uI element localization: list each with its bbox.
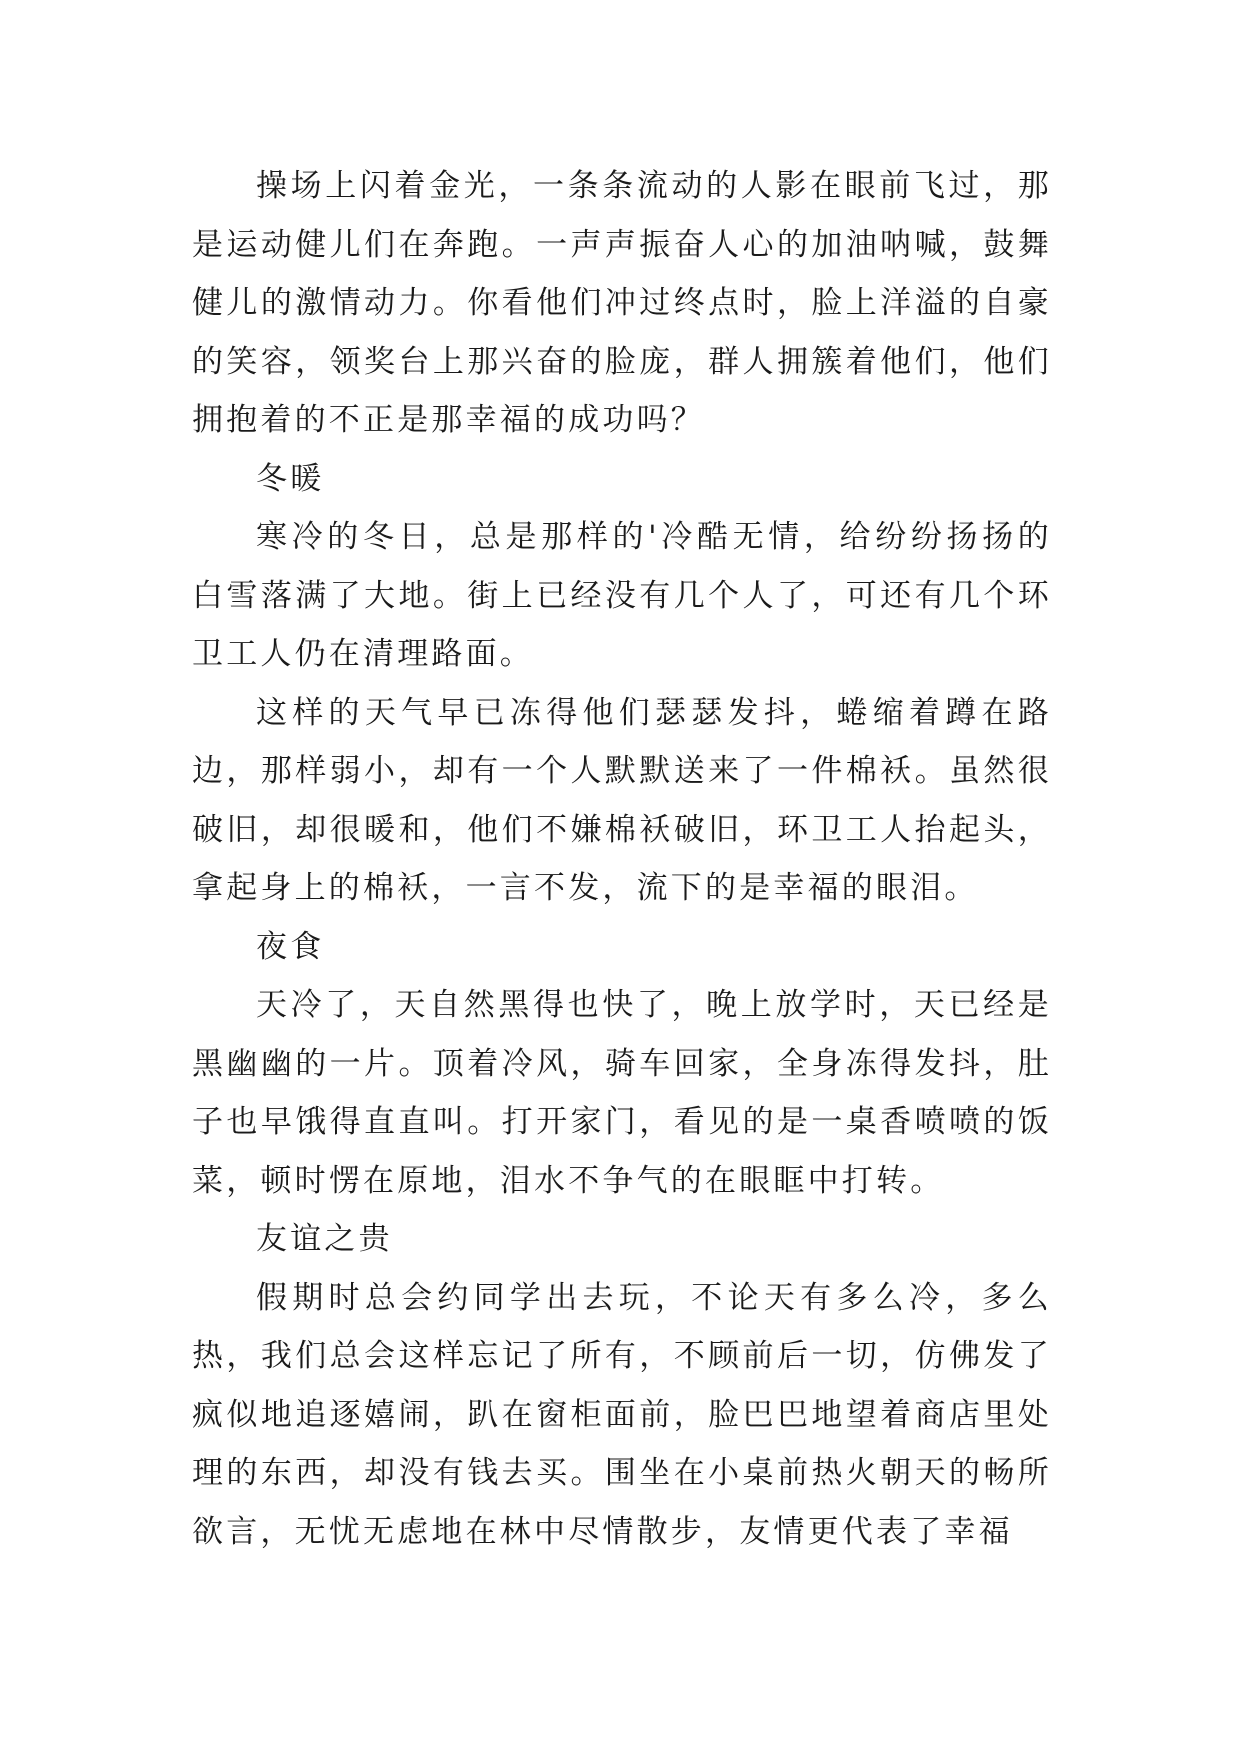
section-heading-night-meal: 夜食 [256, 928, 325, 965]
paragraph-coming-home: 天冷了，天自然黑得也快了，晚上放学时，天已经是黑幽幽的一片。顶着冷风，骑车回家，全身冻得发抖，肚子也早饿得直直叫。打开家门，看见的是一桌香喷喷的饭菜，顿时愣在原地，泪水不争气的在眼眶中打转。 [192, 987, 1052, 1199]
document-body [192, 157, 1052, 1561]
section-heading-winter-warmth: 冬暖 [256, 460, 325, 497]
paragraph-cotton-coat: 这样的天气早已冻得他们瑟瑟发抖，蜷缩着蹲在路边，那样弱小，却有一个人默默送来了一件棉袄。虽然很破旧，却很暖和，他们不嫌棉袄破旧，环卫工人抬起头，拿起身上的棉袄，一言不发，流下的是幸福的眼泪。 [192, 694, 1052, 906]
paragraph-sports: 操场上闪着金光，一条条流动的人影在眼前飞过，那是运动健儿们在奔跑。一声声振奋人心的加油呐喊，鼓舞健儿的激情动力。你看他们冲过终点时，脸上洋溢的自豪的笑容，领奖台上那兴奋的脸庞，群人拥簇着他们，他们拥抱着的不正是那幸福的成功吗？ [192, 168, 1052, 438]
paragraph-friends: 假期时总会约同学出去玩，不论天有多么冷，多么热，我们总会这样忘记了所有，不顾前后一切，仿佛发了疯似地追逐嬉闹，趴在窗柜面前，脸巴巴地望着商店里处理的东西，却没有钱去买。围坐在小桌前热火朝天的畅所欲言，无忧无虑地在林中尽情散步，友情更代表了幸福 [192, 1279, 1052, 1550]
paragraph-cold-winter: 寒冷的冬日，总是那样的'冷酷无情，给纷纷扬扬的白雪落满了大地。街上已经没有几个人了，可还有几个环卫工人仍在清理路面。 [192, 519, 1052, 672]
section-heading-friendship: 友谊之贵 [256, 1221, 393, 1257]
